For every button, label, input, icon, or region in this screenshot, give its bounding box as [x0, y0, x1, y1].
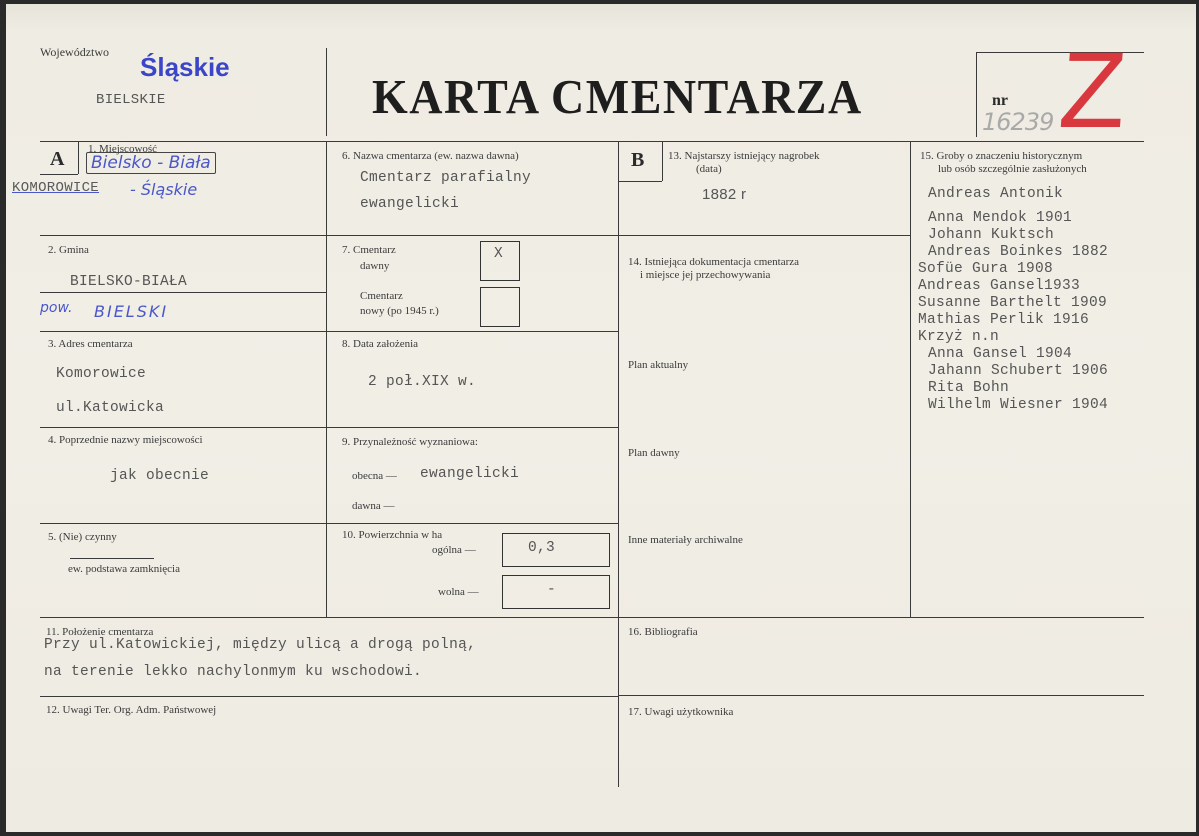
- new-cemetery-checkbox[interactable]: [480, 287, 520, 327]
- grid-middle-line: [40, 617, 1144, 618]
- nr-label: nr: [992, 92, 1008, 109]
- field-9-label: 9. Przynależność wyznaniowa:: [342, 436, 478, 448]
- grave-item: Krzyż n.n: [918, 329, 1000, 345]
- field-4-bottom: [40, 523, 326, 524]
- field-10-free-label: wolna —: [438, 586, 479, 598]
- col-divider-2: [618, 141, 619, 617]
- plan-current-label: Plan aktualny: [628, 359, 689, 371]
- field-2-handwritten-prefix: pow.: [40, 300, 73, 316]
- field-7-new-label-1: Cmentarz: [360, 290, 403, 302]
- field-6-line2: ewangelicki: [360, 196, 460, 212]
- field-8-label: 8. Data założenia: [342, 338, 419, 350]
- field-2-rule: [40, 292, 326, 293]
- grave-item: Rita Bohn: [928, 380, 1010, 396]
- field-10-label: 10. Powierzchnia w ha: [342, 529, 443, 541]
- field-1-handwritten: Bielsko - Biała: [86, 152, 216, 174]
- grave-item: Anna Gansel 1904: [928, 346, 1073, 362]
- other-archival-label: Inne materiały archiwalne: [628, 534, 743, 546]
- field-6-label: 6. Nazwa cmentarza (ew. nazwa dawna): [342, 150, 519, 162]
- field-1-bottom: [40, 235, 326, 236]
- grave-item: Andreas Gansel1933: [918, 278, 1081, 294]
- field-17-label: 17. Uwagi użytkownika: [628, 706, 734, 718]
- field-9-current-value: ewangelicki: [420, 466, 520, 482]
- field-13-label-2: (data): [696, 163, 722, 175]
- section-a-marker: A: [50, 148, 65, 170]
- nr-box-left: [976, 52, 977, 137]
- field-15-label-2: lub osób szczególnie zasłużonych: [938, 163, 1087, 175]
- field-3-line2: ul.Katowicka: [56, 400, 165, 416]
- field-11-bottom: [40, 696, 618, 697]
- plan-old-label: Plan dawny: [628, 447, 680, 459]
- field-11-label: 11. Położenie cmentarza: [46, 626, 154, 638]
- field-5-rule: [70, 558, 154, 559]
- field-9-former-label: dawna —: [352, 500, 395, 512]
- field-7-bottom: [326, 331, 618, 332]
- grid-top-line: [40, 141, 1144, 142]
- field-13-bottom: [618, 235, 910, 236]
- voivodeship-typed: BIELSKIE: [96, 92, 166, 108]
- field-5-label: 5. (Nie) czynny: [48, 531, 117, 543]
- field-9-bottom: [326, 523, 618, 524]
- field-6-bottom: [326, 235, 618, 236]
- section-a-underline: [40, 174, 78, 175]
- field-7-old-label-1: 7. Cmentarz: [342, 244, 396, 256]
- field-14-label-2: i miejsce jej przechowywania: [640, 269, 771, 281]
- field-1-handwritten-suffix: - Śląskie: [130, 180, 198, 199]
- section-b-underline: [618, 181, 662, 182]
- field-4-value: jak obecnie: [110, 468, 210, 484]
- field-9-current-label: obecna —: [352, 470, 397, 482]
- field-10-total-label: ogólna —: [432, 544, 476, 556]
- field-7-new-label-2: nowy (po 1945 r.): [360, 305, 439, 317]
- field-8-value: 2 poł.XIX w.: [368, 374, 477, 390]
- field-16-bottom: [618, 695, 1144, 696]
- field-13-label-1: 13. Najstarszy istniejący nagrobek: [668, 150, 820, 162]
- field-16-label: 16. Bibliografia: [628, 626, 698, 638]
- grave-item: Andreas Boinkes 1882: [928, 244, 1109, 260]
- field-4-label: 4. Poprzednie nazwy miejscowości: [48, 434, 203, 446]
- grave-item: Mathias Perlik 1916: [918, 312, 1090, 328]
- field-5-sublabel: ew. podstawa zamknięcia: [68, 563, 180, 575]
- field-7-old-label-2: dawny: [360, 260, 390, 272]
- field-11-line2: na terenie lekko nachylonmym ku wschodowi.: [44, 664, 423, 680]
- field-2-handwritten: BIELSKI: [94, 302, 169, 321]
- grave-item: Sofüe Gura 1908: [918, 261, 1054, 277]
- grave-item: Susanne Barthelt 1909: [918, 295, 1108, 311]
- field-3-bottom: [40, 427, 326, 428]
- grave-item: Andreas Antonik: [928, 186, 1064, 202]
- area-free-field[interactable]: [502, 575, 610, 609]
- page-title: KARTA CMENTARZA: [372, 69, 863, 124]
- grave-item: Anna Mendok 1901: [928, 210, 1073, 226]
- field-11-line1: Przy ul.Katowickiej, między ulicą a drogą polną,: [44, 637, 477, 653]
- section-b-divider: [662, 141, 663, 181]
- old-cemetery-mark: X: [494, 246, 504, 262]
- cemetery-record-card: [6, 4, 1196, 832]
- area-total-field[interactable]: [502, 533, 610, 567]
- field-8-bottom: [326, 427, 618, 428]
- col-divider-1: [326, 141, 327, 617]
- field-1-label: 1. Miejscowość: [88, 143, 158, 155]
- col-divider-3: [910, 141, 911, 617]
- col-divider-bottom: [618, 617, 619, 787]
- field-2-typed: BIELSKO-BIAŁA: [70, 274, 188, 290]
- field-3-line1: Komorowice: [56, 366, 147, 382]
- field-12-label: 12. Uwagi Ter. Org. Adm. Państwowej: [46, 704, 217, 716]
- area-free-value: -: [547, 582, 557, 598]
- field-1-typed: KOMOROWICE: [12, 180, 100, 196]
- category-letter: Z: [1055, 29, 1131, 150]
- voivodeship-stamp: Śląskie: [140, 52, 230, 82]
- section-b-marker: B: [631, 149, 645, 171]
- area-total-value: 0,3: [528, 540, 556, 556]
- old-cemetery-checkbox[interactable]: [480, 241, 520, 281]
- section-a-divider: [78, 141, 79, 174]
- grave-item: Wilhelm Wiesner 1904: [928, 397, 1109, 413]
- grave-item: Johann Kuktsch: [928, 227, 1055, 243]
- field-2-label: 2. Gmina: [48, 244, 89, 256]
- header-divider: [326, 48, 327, 136]
- grave-item: Jahann Schubert 1906: [928, 363, 1109, 379]
- field-3-label: 3. Adres cmentarza: [48, 338, 133, 350]
- field-6-line1: Cmentarz parafialny: [360, 170, 532, 186]
- nr-value: 16239: [982, 108, 1054, 136]
- field-15-label-1: 15. Groby o znaczeniu historycznym: [920, 150, 1083, 162]
- field-13-value: 1882 r: [702, 186, 747, 203]
- field-14-label-1: 14. Istniejąca dokumentacja cmentarza: [628, 256, 800, 268]
- voivodeship-label: Województwo: [40, 45, 110, 59]
- field-2-bottom: [40, 331, 326, 332]
